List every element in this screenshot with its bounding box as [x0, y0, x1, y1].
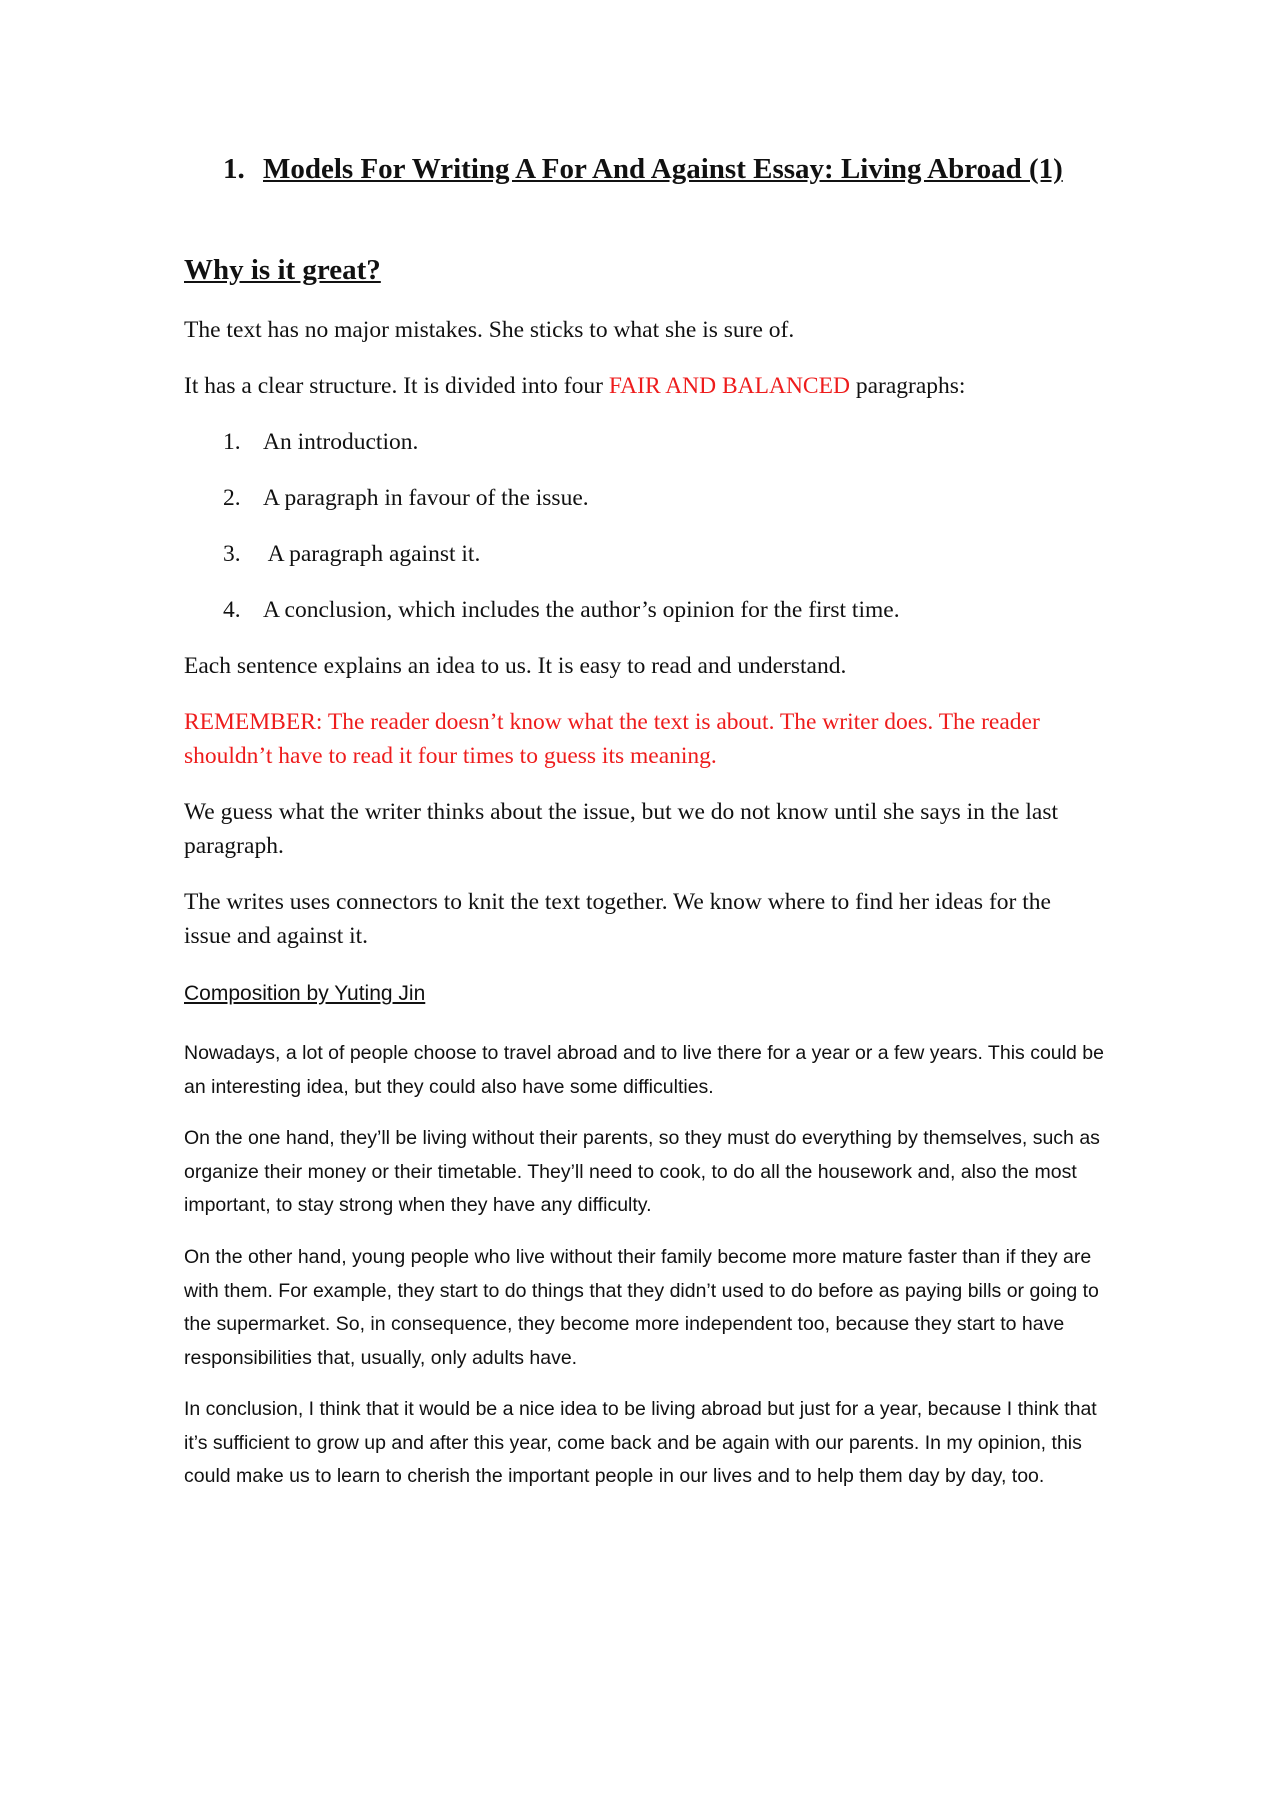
- section-heading: Why is it great?: [184, 254, 381, 286]
- list-item-number: 2.: [223, 485, 241, 511]
- intro-paragraph: The text has no major mistakes. She sticks to what she is sure of.: [184, 317, 795, 343]
- structure-paragraph: [184, 369, 1104, 403]
- after-list-paragraph: Each sentence explains an idea to us. It is easy to read and understand.: [184, 653, 847, 679]
- list-item-number: 3.: [223, 541, 241, 567]
- guess-paragraph: We guess what the writer thinks about the issue, but we do not know until she says in the last paragraph.: [184, 799, 1059, 859]
- list-item-text: A paragraph in favour of the issue.: [263, 485, 589, 511]
- list-item-text: A conclusion, which includes the author’s opinion for the first time.: [263, 597, 900, 623]
- list-item-text: An introduction.: [263, 429, 419, 455]
- list-item-text: A paragraph against it.: [263, 541, 481, 567]
- connectors-paragraph: The writes uses connectors to knit the text together. We know where to find her ideas for the issue and against it.: [184, 889, 1051, 949]
- composition-paragraph: On the one hand, they’ll be living without their parents, so they must do everything by themselves, such as organize their money or their timetable. They’ll need to cook, to do all the housework and, also the most important, to stay strong when they have any difficulty.: [184, 1127, 1100, 1216]
- title-text: Models For Writing A For And Against Essay: Living Abroad (1): [263, 153, 1063, 185]
- composition-title: Composition by Yuting Jin: [184, 982, 426, 1005]
- composition-paragraph: In conclusion, I think that it would be a nice idea to be living abroad but just for a year, because I think that it’s sufficient to grow up and after this year, come back and be again with our parents. In my opinion, this could make us to learn to cherish the important people in our lives and to help them day by day, too.: [184, 1398, 1097, 1487]
- composition-paragraph: On the other hand, young people who live without their family become more mature faster than if they are with them. For example, they start to do things that they didn’t used to do before as paying bills or going to the supermarket. So, in consequence, they become more independent too, because they start to have responsibilities that, usually, only adults have.: [184, 1246, 1099, 1369]
- list-item-number: 4.: [223, 597, 241, 623]
- remember-note: REMEMBER: The reader doesn’t know what the text is about. The writer does. The reader shouldn’t have to read it four times to guess its meaning.: [184, 709, 1040, 769]
- structure-text-before: It has a clear structure. It is divided into four: [184, 373, 609, 399]
- structure-text-after: paragraphs:: [849, 373, 966, 399]
- composition-paragraph: Nowadays, a lot of people choose to travel abroad and to live there for a year or a few years. This could be an interesting idea, but they could also have some difficulties.: [184, 1042, 1104, 1098]
- structure-highlight: FAIR AND BALANCED: [608, 373, 850, 399]
- title-number: 1.: [223, 153, 245, 185]
- list-item-number: 1.: [223, 429, 241, 455]
